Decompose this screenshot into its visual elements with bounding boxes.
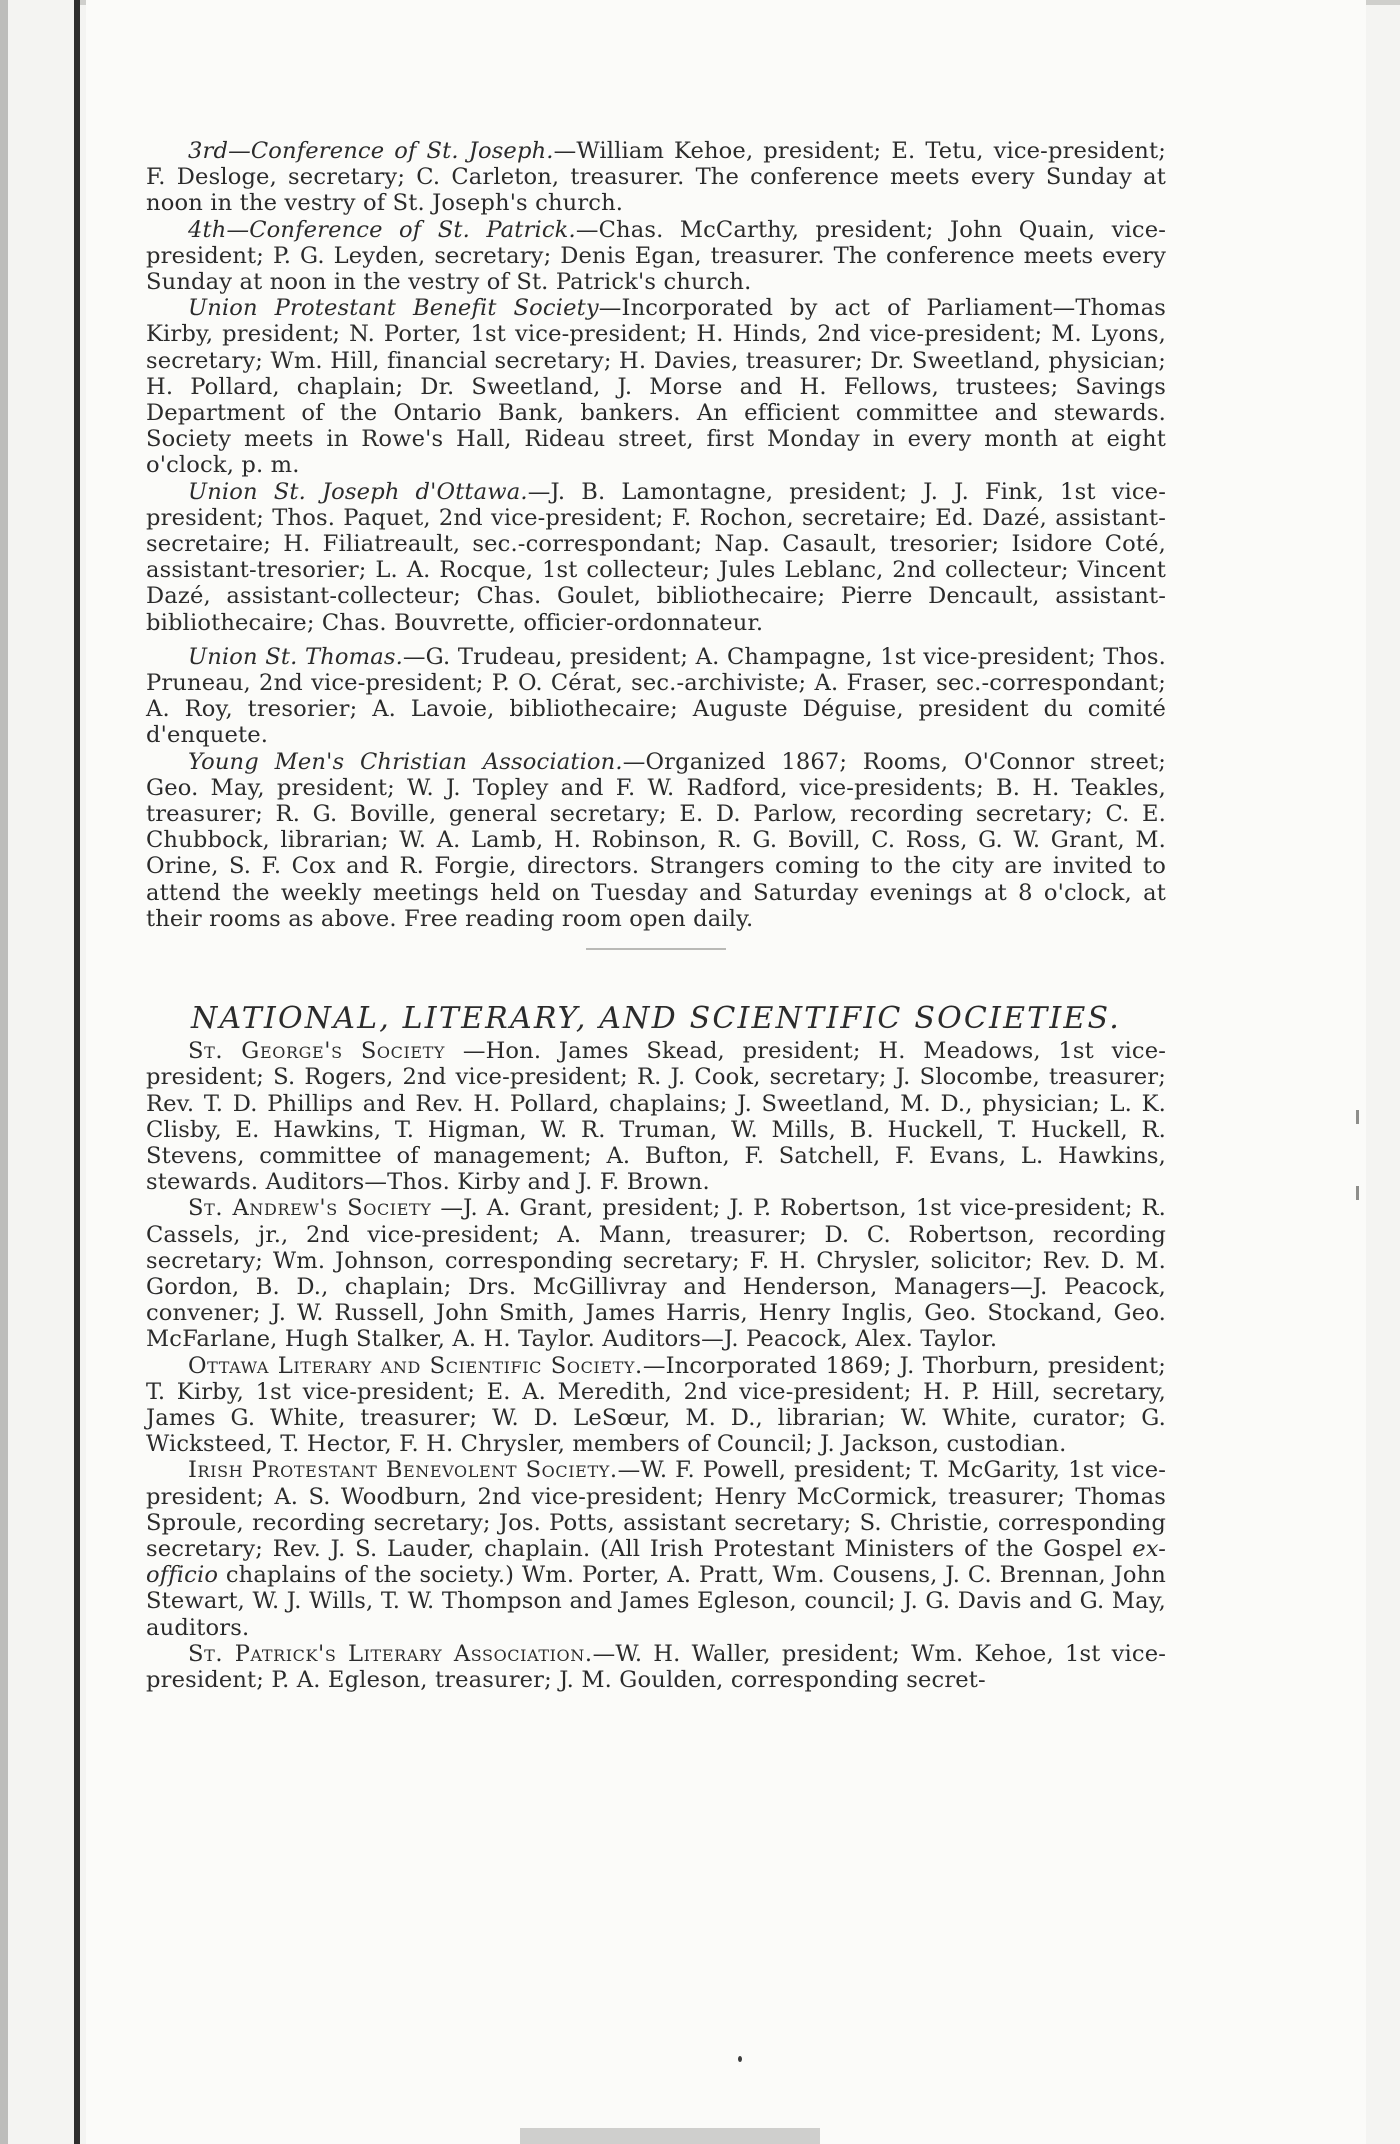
entry-text: —Incorporated by act of Parliament—Thomas Kirby, president; N. Porter, 1st vice-president; H. Hinds, 2nd vice-president; M. Lyons, secretary; Wm. Hill, financial secretary; H. Davies, treasurer; Dr. Sweetland, physician; H. Pollard, chaplain; Dr. Sweetland, J. Morse and H. Fellows, trustees; Savings Department of the Ontario Bank, bankers. An efficient committee and stewards. Society meets in Rowe's Hall, Rideau street, first Monday in every month at eight o'clock, p. m. xyxy=(146,295,1166,479)
entry-text: —W. H. Waller, president; Wm. Kehoe, 1st vice-president; P. A. Egleson, treasurer; J. M. Goulden, corresponding secret- xyxy=(146,1640,1166,1693)
entry-title: 3rd—Conference of St. Joseph. xyxy=(188,138,554,164)
entry-st-patricks-literary-association xyxy=(146,1641,1166,1693)
right-margin-marks xyxy=(1356,0,1366,2144)
entry-st-andrews-society xyxy=(146,1195,1166,1352)
entry-text: —Organized 1867; Rooms, O'Connor street; Geo. May, president; W. J. Topley and F. W. Radford, vice-presidents; B. H. Teakles, treasurer; R. G. Boville, general secretary; E. D. Parlow, recording secretary; C. E. Chubbock, librarian; W. A. Lamb, H. Robinson, R. G. Bovill, C. Ross, G. W. Grant, M. Orine, S. F. Cox and R. Forgie, directors. Strangers coming to the city are invited to attend the weekly meetings held on Tuesday and Saturday evenings at 8 o'clock, at their rooms as above. Free reading room open daily. xyxy=(146,748,1167,932)
entry-text: —Hon. James Skead, president; H. Meadows, 1st vice-president; S. Rogers, 2nd vice-president; R. J. Cook, secretary; J. Slocombe, treasurer; Rev. T. D. Phillips and Rev. H. Pollard, chaplains; J. Sweetland, M. D., physician; L. K. Clisby, E. Hawkins, T. Higman, W. R. Truman, W. Mills, B. Huckell, T. Huckell, R. Stevens, committee of management; A. Bufton, F. Satchell, F. Evans, L. Hawkins, stewards. Auditors—Thos. Kirby and J. F. Brown. xyxy=(146,1038,1167,1196)
entry-text: chaplains of the society.) Wm. Porter, A. Pratt, Wm. Cousens, J. C. Brennan, John Stewart, W. J. Wills, T. W. Thompson and James Egleson, council; J. G. Davis and G. May, auditors. xyxy=(146,1562,1166,1641)
entry-text: —Incorporated 1869; J. Thorburn, president; T. Kirby, 1st vice-president; E. A. Meredith, 2nd vice-president; H. P. Hill, secretary, James G. White, treasurer; W. D. LeSœur, M. D., librarian; W. White, curator; G. Wicksteed, T. Hector, F. H. Chrysler, members of Council; J. Jackson, custodian. xyxy=(146,1352,1166,1458)
page-body xyxy=(146,138,1166,1693)
margin-mark xyxy=(1356,1110,1359,1124)
entry-irish-protestant-benevolent-society xyxy=(146,1457,1166,1640)
entry-union-protestant-benefit-society xyxy=(146,295,1166,478)
left-margin-rule xyxy=(74,0,80,2144)
bottom-edge-bleed xyxy=(520,2128,820,2144)
entry-conference-st-patrick xyxy=(146,217,1166,296)
entry-title: Ottawa Literary and Scientific Society. xyxy=(188,1352,643,1379)
entry-conference-st-joseph xyxy=(146,138,1166,217)
entry-text: —Chas. McCarthy, president; John Quain, vice-president; P. G. Leyden, secretary; Denis Egan, treasurer. The conference meets every Sunday at noon in the vestry of St. Patrick's church. xyxy=(146,216,1167,296)
ink-speck xyxy=(738,2056,742,2062)
entry-text: —J. A. Grant, president; J. P. Robertson, 1st vice-president; R. Cassels, jr., 2nd vice-president; A. Mann, treasurer; D. C. Robertson, recording secretary; Wm. Johnson, corresponding secretary; F. H. Chrysler, solicitor; Rev. D. M. Gordon, B. D., chaplain; Drs. McGillivray and Henderson, Managers—J. Peacock, convener; J. W. Russell, John Smith, James Harris, Henry Inglis, Geo. Stockand, Geo. McFarlane, Hugh Stalker, A. H. Taylor. Auditors—J. Peacock, Alex. Taylor. xyxy=(146,1195,1166,1353)
entry-title: St. Andrew's Society xyxy=(188,1195,432,1222)
binding-edge xyxy=(0,0,8,2144)
entry-text-italic: ex-officio xyxy=(146,1535,1166,1589)
entry-ymca xyxy=(146,749,1166,932)
entry-ottawa-literary-scientific-society xyxy=(146,1353,1166,1458)
entry-union-st-thomas xyxy=(146,644,1166,749)
entry-title: St. George's Society xyxy=(188,1038,446,1065)
entry-title: Union Protestant Benefit Society xyxy=(188,295,599,322)
entry-text: —J. B. Lamontagne, president; J. J. Fink, 1st vice-president; Thos. Paquet, 2nd vice-president; F. Rochon, secretaire; Ed. Dazé, assistant-secretaire; H. Filiatreault, sec.-correspondant; Nap. Casault, tresorier; Isidore Coté, assistant-tresorier; L. A. Rocque, 1st collecteur; Jules Leblanc, 2nd collecteur; Vincent Dazé, assistant-collecteur; Chas. Goulet, bibliothecaire; Pierre Dencault, assistant-bibliothecaire; Chas. Bouvrette, officier-ordonnateur. xyxy=(146,478,1166,636)
entry-union-st-joseph-ottawa xyxy=(146,479,1166,636)
entry-title: Union St. Joseph d'Ottawa. xyxy=(188,478,528,505)
entry-title: St. Patrick's Literary Association. xyxy=(188,1640,593,1667)
entry-st-georges-society xyxy=(146,1038,1166,1195)
entry-title: 4th—Conference of St. Patrick. xyxy=(188,216,576,243)
section-divider xyxy=(586,948,726,950)
entry-text: —William Kehoe, president; E. Tetu, vice-president; F. Desloge, secretary; C. Carleton, treasurer. The conference meets every Sunday at noon in the vestry of St. Joseph's church. xyxy=(146,138,1167,217)
section-heading: NATIONAL, LITERARY, AND SCIENTIFIC SOCIETIES. xyxy=(191,1001,1121,1037)
entry-title: Young Men's Christian Association. xyxy=(188,748,623,775)
entry-title: Union St. Thomas. xyxy=(188,643,403,670)
margin-mark xyxy=(1356,1186,1359,1200)
entry-text: —W. F. Powell, president; T. McGarity, 1st vice-president; A. S. Woodburn, 2nd vice-president; Henry McCormick, treasurer; Thomas Sproule, recording secretary; Jos. Potts, assistant secretary; S. Christie, corresponding secretary; Rev. J. S. Lauder, chaplain. (All Irish Protestant Ministers of the Gospel xyxy=(146,1457,1166,1562)
entry-text: —G. Trudeau, president; A. Champagne, 1st vice-president; Thos. Pruneau, 2nd vice-president; P. O. Cérat, sec.-archiviste; A. Fraser, sec.-correspondant; A. Roy, tresorier; A. Lavoie, bibliothecaire; Auguste Déguise, president du comité d'enquete. xyxy=(146,643,1166,749)
entry-title: Irish Protestant Benevolent Society. xyxy=(188,1457,618,1484)
